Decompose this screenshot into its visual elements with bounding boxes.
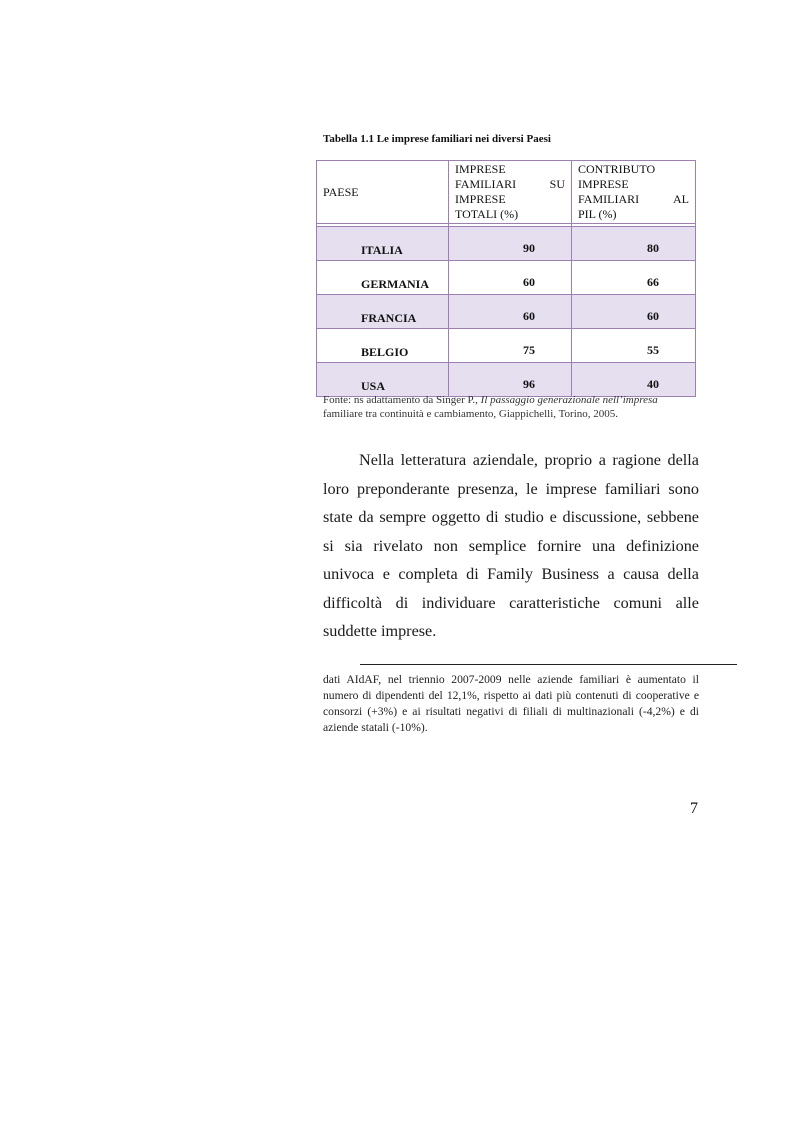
gdp-cell-value: 60 bbox=[647, 309, 659, 323]
header-line bbox=[455, 192, 565, 207]
page-number: 7 bbox=[690, 800, 698, 817]
share-cell-value: 96 bbox=[523, 377, 535, 391]
gdp-cell bbox=[572, 363, 696, 397]
header-paese: PAESE bbox=[317, 161, 449, 224]
table-caption: Tabella 1.1 Le imprese familiari nei diversi Paesi bbox=[323, 133, 551, 145]
gdp-cell-value: 66 bbox=[647, 275, 659, 289]
country-cell bbox=[317, 227, 449, 261]
share-cell-value: 75 bbox=[523, 343, 535, 357]
table-header-row bbox=[317, 161, 696, 224]
country-cell-value: FRANCIA bbox=[361, 311, 417, 325]
source-suffix: familiare tra continuità e cambiamento, Giappichelli, Torino, 2005. bbox=[323, 408, 619, 420]
footnote-divider bbox=[360, 664, 737, 665]
header-line bbox=[455, 177, 565, 192]
header-line-text: TOTALI (%) bbox=[455, 207, 519, 221]
header-line-text: IMPRESE bbox=[455, 192, 506, 206]
share-cell bbox=[449, 295, 572, 329]
source-prefix: Fonte: ns adattamento da Singer P., bbox=[323, 394, 481, 406]
header-line-text: FAMILIARI bbox=[455, 177, 517, 191]
country-cell-value: GERMANIA bbox=[361, 277, 429, 291]
header-line-text-end: SU bbox=[549, 177, 565, 191]
country-cell bbox=[317, 261, 449, 295]
header-line-text: CONTRIBUTO bbox=[578, 162, 656, 176]
share-cell bbox=[449, 363, 572, 397]
header-line bbox=[578, 177, 689, 192]
header-line bbox=[578, 192, 689, 207]
country-cell-value: BELGIO bbox=[361, 345, 409, 359]
gdp-cell bbox=[572, 329, 696, 363]
share-cell bbox=[449, 329, 572, 363]
share-cell-value: 60 bbox=[523, 309, 535, 323]
header-line-text: PIL (%) bbox=[578, 207, 617, 221]
header-line-text-end: AL bbox=[673, 192, 689, 206]
header-line bbox=[578, 162, 689, 177]
gdp-cell bbox=[572, 295, 696, 329]
source-title: Il passaggio generazionale nell’impresa bbox=[480, 394, 658, 406]
gdp-cell-value: 40 bbox=[647, 377, 659, 391]
table-row bbox=[317, 295, 696, 329]
table-row bbox=[317, 261, 696, 295]
country-cell-value: ITALIA bbox=[361, 243, 403, 257]
body-paragraph: Nella letteratura aziendale, proprio a ragione della loro preponderante presenza, le imprese familiari sono state da sempre oggetto di studio e discussione, sebbene si sia rivelato non semplice fornire una definizione univoca e completa di Family Business a causa della difficoltà di individuare caratteristiche comuni alle suddette imprese. bbox=[323, 451, 699, 640]
header-imprese-familiari-share bbox=[449, 161, 572, 224]
header-line bbox=[455, 162, 565, 177]
header-line bbox=[578, 207, 689, 222]
gdp-cell-value: 80 bbox=[647, 241, 659, 255]
header-line-text: IMPRESE bbox=[455, 162, 506, 176]
share-cell-value: 60 bbox=[523, 275, 535, 289]
header-line-text: FAMILIARI bbox=[578, 192, 640, 206]
table-source-note bbox=[323, 393, 703, 421]
share-cell-value: 90 bbox=[523, 241, 535, 255]
share-cell bbox=[449, 227, 572, 261]
table-row bbox=[317, 329, 696, 363]
gdp-cell-value: 55 bbox=[647, 343, 659, 357]
country-cell bbox=[317, 363, 449, 397]
gdp-cell bbox=[572, 227, 696, 261]
header-contributo-pil bbox=[572, 161, 696, 224]
footnote-text: dati AIdAF, nel triennio 2007-2009 nelle aziende familiari è aumentato il numero di dipendenti del 12,1%, rispetto ai dati più contenuti di cooperative e consorzi (+3%) e ai risultati negativi di filiali di multinazionali (-4,2%) e di aziende statali (-10%). bbox=[323, 673, 699, 734]
country-cell bbox=[317, 295, 449, 329]
header-line bbox=[455, 207, 565, 222]
country-cell-value: USA bbox=[361, 379, 386, 393]
family-business-table bbox=[316, 160, 696, 397]
gdp-cell bbox=[572, 261, 696, 295]
table-row bbox=[317, 227, 696, 261]
share-cell bbox=[449, 261, 572, 295]
country-cell bbox=[317, 329, 449, 363]
header-line-text: IMPRESE bbox=[578, 177, 629, 191]
table-row bbox=[317, 363, 696, 397]
